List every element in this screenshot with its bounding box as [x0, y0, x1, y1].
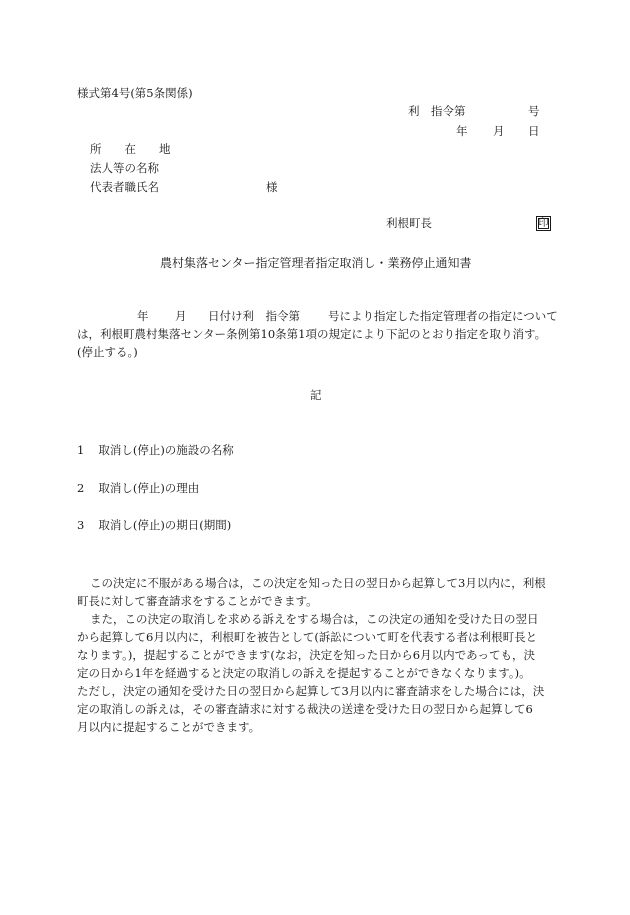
item-label: 取消し(停止)の理由 [98, 481, 200, 495]
body-year: 年 [137, 309, 149, 323]
item-number: 3 [77, 518, 85, 532]
body-text-1: 号により指定した指定管理者の指定について [328, 309, 558, 323]
list-item [77, 443, 234, 458]
doc-number-suffix: 号 [528, 104, 540, 118]
sender-name: 利根町長 [386, 216, 432, 230]
date-month: 月 [493, 124, 505, 138]
form-number: 様式第4号(第5条関係) [77, 86, 193, 100]
notice-line: ただし，決定の通知を受けた日の翌日から起算して3月以内に審査請求をした場合には，決 [77, 684, 545, 698]
body-month: 月 [175, 309, 187, 323]
body-text-3: (停止する。) [77, 345, 138, 359]
notice-line: 定の日から1年を経過すると決定の取消しの訴えを提起することができなくなります。)。 [77, 666, 531, 680]
notice-line: 定の取消しの訴えは，その審査請求に対する裁決の送達を受けた日の翌日から起算して6 [77, 702, 533, 716]
notice-line: また，この決定の取消しを求める訴えをする場合は，この決定の通知を受けた日の翌日 [90, 612, 539, 626]
notice-line: から起算して6月以内に，利根町を被告として(訴訟について町を代表する者は利根町長と [77, 630, 538, 644]
representative-name-label: 代表者職氏名 [90, 180, 159, 194]
body-date-prefix: 日付け利 指令第 [208, 309, 300, 323]
notice-line: 月以内に提起することができます。 [77, 720, 261, 734]
item-number: 1 [77, 443, 85, 457]
notice-line: なります。)，提起することができます(なお，決定を知った日から6月以内であっても，決 [77, 648, 536, 662]
body-text-2: は，利根町農村集落センター条例第10条第1項の規定により下記のとおり指定を取り消す。 [77, 327, 547, 341]
item-label: 取消し(停止)の施設の名称 [98, 443, 234, 457]
date-day: 日 [528, 124, 540, 138]
doc-number-prefix: 利 指令第 [408, 104, 466, 118]
notice-line: 町長に対して審査請求をすることができます。 [77, 594, 318, 608]
item-label: 取消し(停止)の期日(期間) [98, 518, 232, 532]
list-item [77, 518, 231, 533]
address-label: 所 在 地 [90, 142, 171, 156]
document-title: 農村集落センター指定管理者指定取消し・業務停止通知書 [160, 256, 472, 270]
ki-heading: 記 [310, 388, 322, 402]
list-item [77, 481, 199, 496]
honorific-sama: 様 [266, 180, 278, 194]
corp-name-label: 法人等の名称 [90, 161, 159, 175]
seal-label: 印 [538, 218, 549, 229]
notice-line: この決定に不服がある場合は，この決定を知った日の翌日から起算して3月以内に，利根 [90, 576, 546, 590]
seal-stamp-icon [536, 216, 551, 231]
item-number: 2 [77, 481, 85, 495]
date-year: 年 [456, 124, 468, 138]
